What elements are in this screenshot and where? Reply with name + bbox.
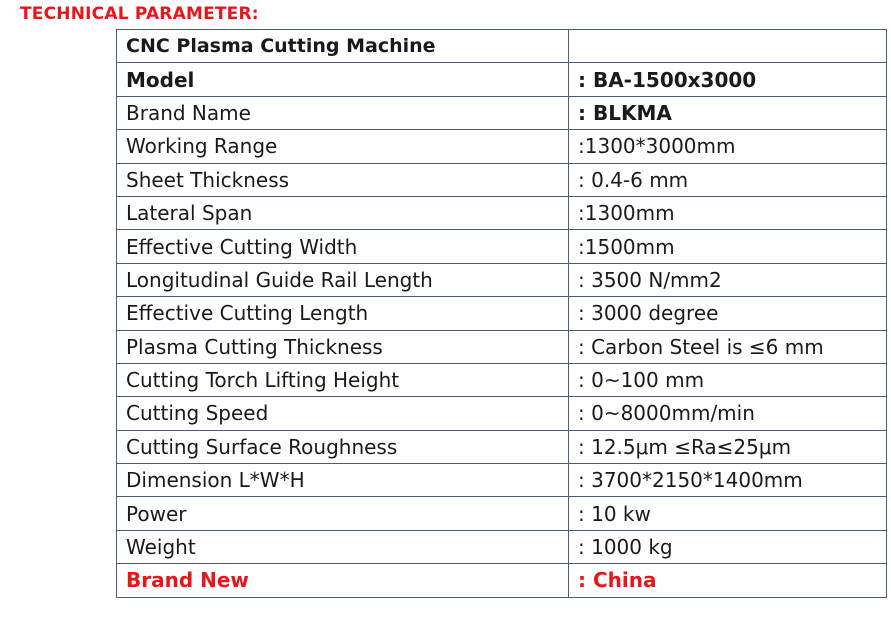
table-row xyxy=(117,263,887,296)
table-row xyxy=(117,130,887,163)
row-value: : 0~100 mm xyxy=(569,363,887,396)
row-value: : China xyxy=(569,564,887,597)
table-row xyxy=(117,464,887,497)
row-label: Brand Name xyxy=(117,96,569,129)
row-value: : 12.5μm ≤Ra≤25μm xyxy=(569,430,887,463)
table-row-model xyxy=(117,63,887,96)
table-row-brand-new xyxy=(117,564,887,597)
section-heading: TECHNICAL PARAMETER: xyxy=(20,4,259,24)
row-label: Dimension L*W*H xyxy=(117,464,569,497)
row-value: :1300*3000mm xyxy=(569,130,887,163)
row-label: Sheet Thickness xyxy=(117,163,569,196)
row-value: :1300mm xyxy=(569,196,887,229)
row-label: Power xyxy=(117,497,569,530)
row-value: : 0~8000mm/min xyxy=(569,397,887,430)
row-label: Plasma Cutting Thickness xyxy=(117,330,569,363)
row-value: : 3700*2150*1400mm xyxy=(569,464,887,497)
row-label: Cutting Speed xyxy=(117,397,569,430)
row-label: Effective Cutting Length xyxy=(117,297,569,330)
table-title-value xyxy=(569,30,887,63)
table-row xyxy=(117,363,887,396)
table-row xyxy=(117,196,887,229)
row-label: Longitudinal Guide Rail Length xyxy=(117,263,569,296)
table-row-brand-name xyxy=(117,96,887,129)
row-value: : BA-1500x3000 xyxy=(569,63,887,96)
row-value: : 1000 kg xyxy=(569,530,887,563)
table-title: CNC Plasma Cutting Machine xyxy=(117,30,569,63)
row-label: Lateral Span xyxy=(117,196,569,229)
row-label: Cutting Torch Lifting Height xyxy=(117,363,569,396)
row-label: Brand New xyxy=(117,564,569,597)
row-label: Model xyxy=(117,63,569,96)
row-value: : 10 kw xyxy=(569,497,887,530)
table-row xyxy=(117,497,887,530)
table-row xyxy=(117,163,887,196)
row-value: : 3000 degree xyxy=(569,297,887,330)
row-value: : 0.4-6 mm xyxy=(569,163,887,196)
row-value: :1500mm xyxy=(569,230,887,263)
table-row xyxy=(117,230,887,263)
row-label: Cutting Surface Roughness xyxy=(117,430,569,463)
table-row xyxy=(117,297,887,330)
table-row xyxy=(117,430,887,463)
row-value: : Carbon Steel is ≤6 mm xyxy=(569,330,887,363)
row-value: : BLKMA xyxy=(569,96,887,129)
row-value: : 3500 N/mm2 xyxy=(569,263,887,296)
row-label: Weight xyxy=(117,530,569,563)
spec-table xyxy=(116,29,887,598)
table-title-row xyxy=(117,30,887,63)
table-row xyxy=(117,397,887,430)
table-row xyxy=(117,330,887,363)
row-label: Working Range xyxy=(117,130,569,163)
table-row xyxy=(117,530,887,563)
row-label: Effective Cutting Width xyxy=(117,230,569,263)
